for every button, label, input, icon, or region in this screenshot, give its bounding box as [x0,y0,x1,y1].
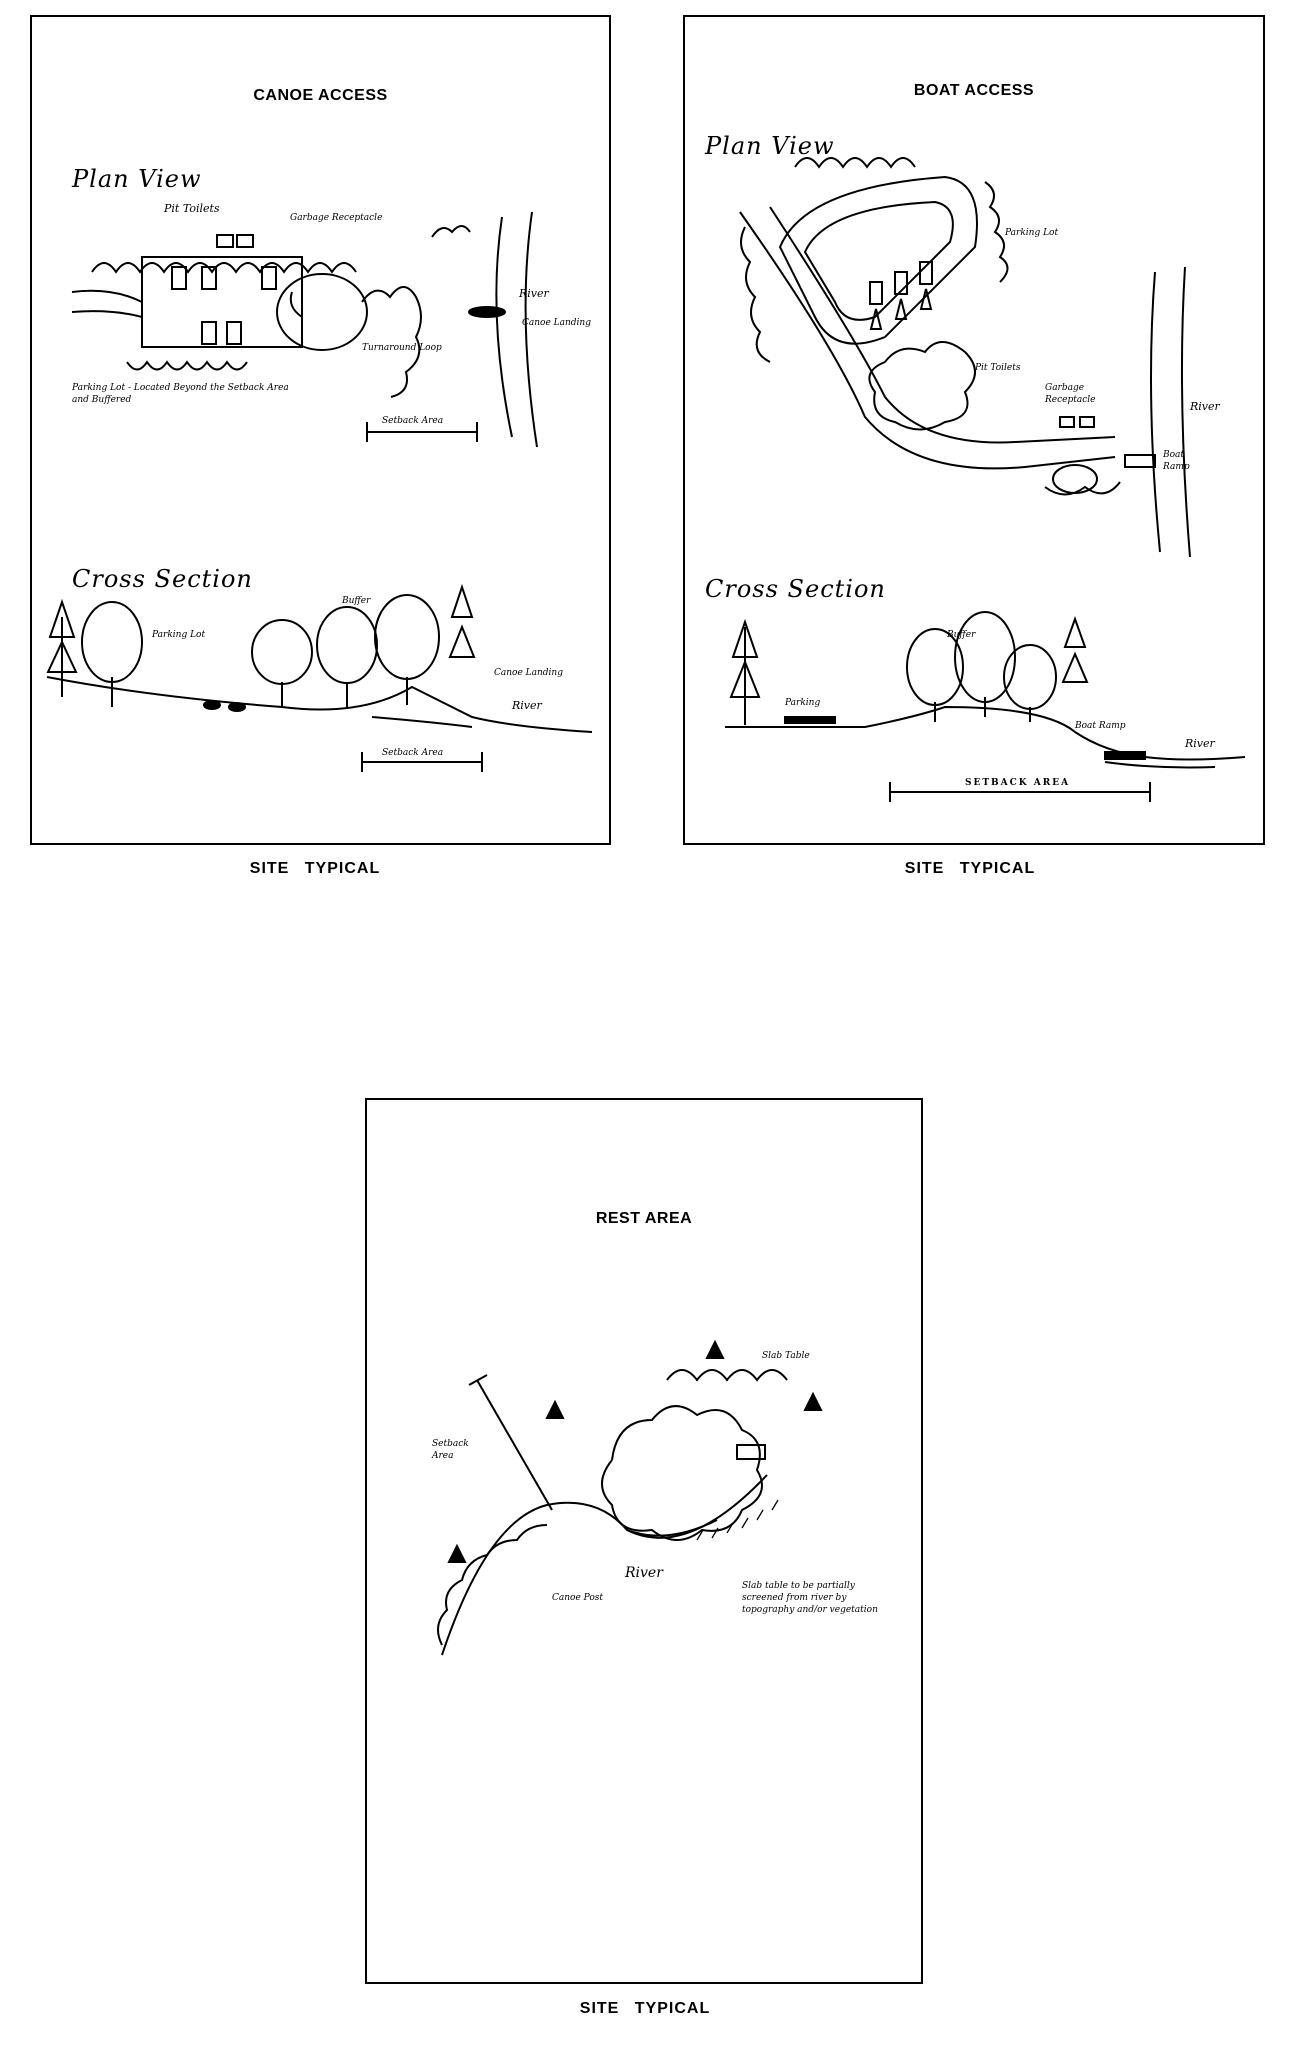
canoe-access-panel [30,15,611,845]
canoe-cs-setback-label: Setback Area [382,748,444,758]
canoe-cross-section-label: Cross Section [72,565,253,593]
canoe-cs-landing-label: Canoe Landing [494,668,563,678]
boat-site-typical-caption: SITE TYPICAL [904,860,1036,877]
canoe-river-label: River [519,287,549,300]
rest-setback-area-label: Setback Area [432,1439,469,1461]
rest-area-panel [365,1098,923,1984]
boat-pit-toilets-label: Pit Toilets [975,363,1021,373]
canoe-landing-label: Canoe Landing [522,318,591,328]
boat-access-title: BOAT ACCESS [913,82,1035,99]
boat-access-panel [683,15,1265,845]
boat-garbage-receptacle-label: Garbage Receptacle [1045,383,1096,405]
rest-slab-table-label: Slab Table [762,1351,810,1361]
boat-cross-section-label: Cross Section [705,575,886,603]
canoe-plan-view-sketch [32,17,613,847]
rest-area-plan-sketch [367,1100,925,1986]
boat-cs-river-label: River [1185,737,1215,750]
boat-setback-area-label: SETBACK AREA [965,778,1071,788]
rest-site-typical-caption: SITE TYPICAL [579,2000,711,2017]
canoe-parking-note: Parking Lot - Located Beyond the Setback Area and Buffered [72,383,289,405]
boat-buffer-label: Buffer [947,630,976,640]
canoe-access-title: CANOE ACCESS [253,87,388,104]
boat-ramp-label: Boat Ramp [1163,450,1190,472]
canoe-pit-toilets-label: Pit Toilets [164,202,220,215]
canoe-turnaround-loop-label: Turnaround Loop [362,343,442,353]
canoe-cs-river-label: River [512,699,542,712]
boat-river-label: River [1190,400,1220,413]
canoe-setback-area-label: Setback Area [382,416,444,426]
canoe-site-typical-caption: SITE TYPICAL [249,860,381,877]
rest-river-label: River [625,1565,663,1581]
canoe-plan-view-label: Plan View [72,165,202,193]
rest-area-note: Slab table to be partially screened from river by topography and/or vegetation [742,1581,878,1615]
boat-plan-view-label: Plan View [705,132,835,160]
boat-parking-lot-label: Parking Lot [1005,228,1059,238]
canoe-cs-parking-lot-label: Parking Lot [152,630,206,640]
canoe-buffer-label: Buffer [342,596,371,606]
boat-cs-parking-label: Parking [785,698,821,708]
rest-canoe-post-label: Canoe Post [552,1593,603,1603]
canoe-garbage-receptacle-label: Garbage Receptacle [290,213,383,223]
rest-area-title: REST AREA [595,1210,693,1227]
boat-cs-ramp-label: Boat Ramp [1075,721,1126,731]
